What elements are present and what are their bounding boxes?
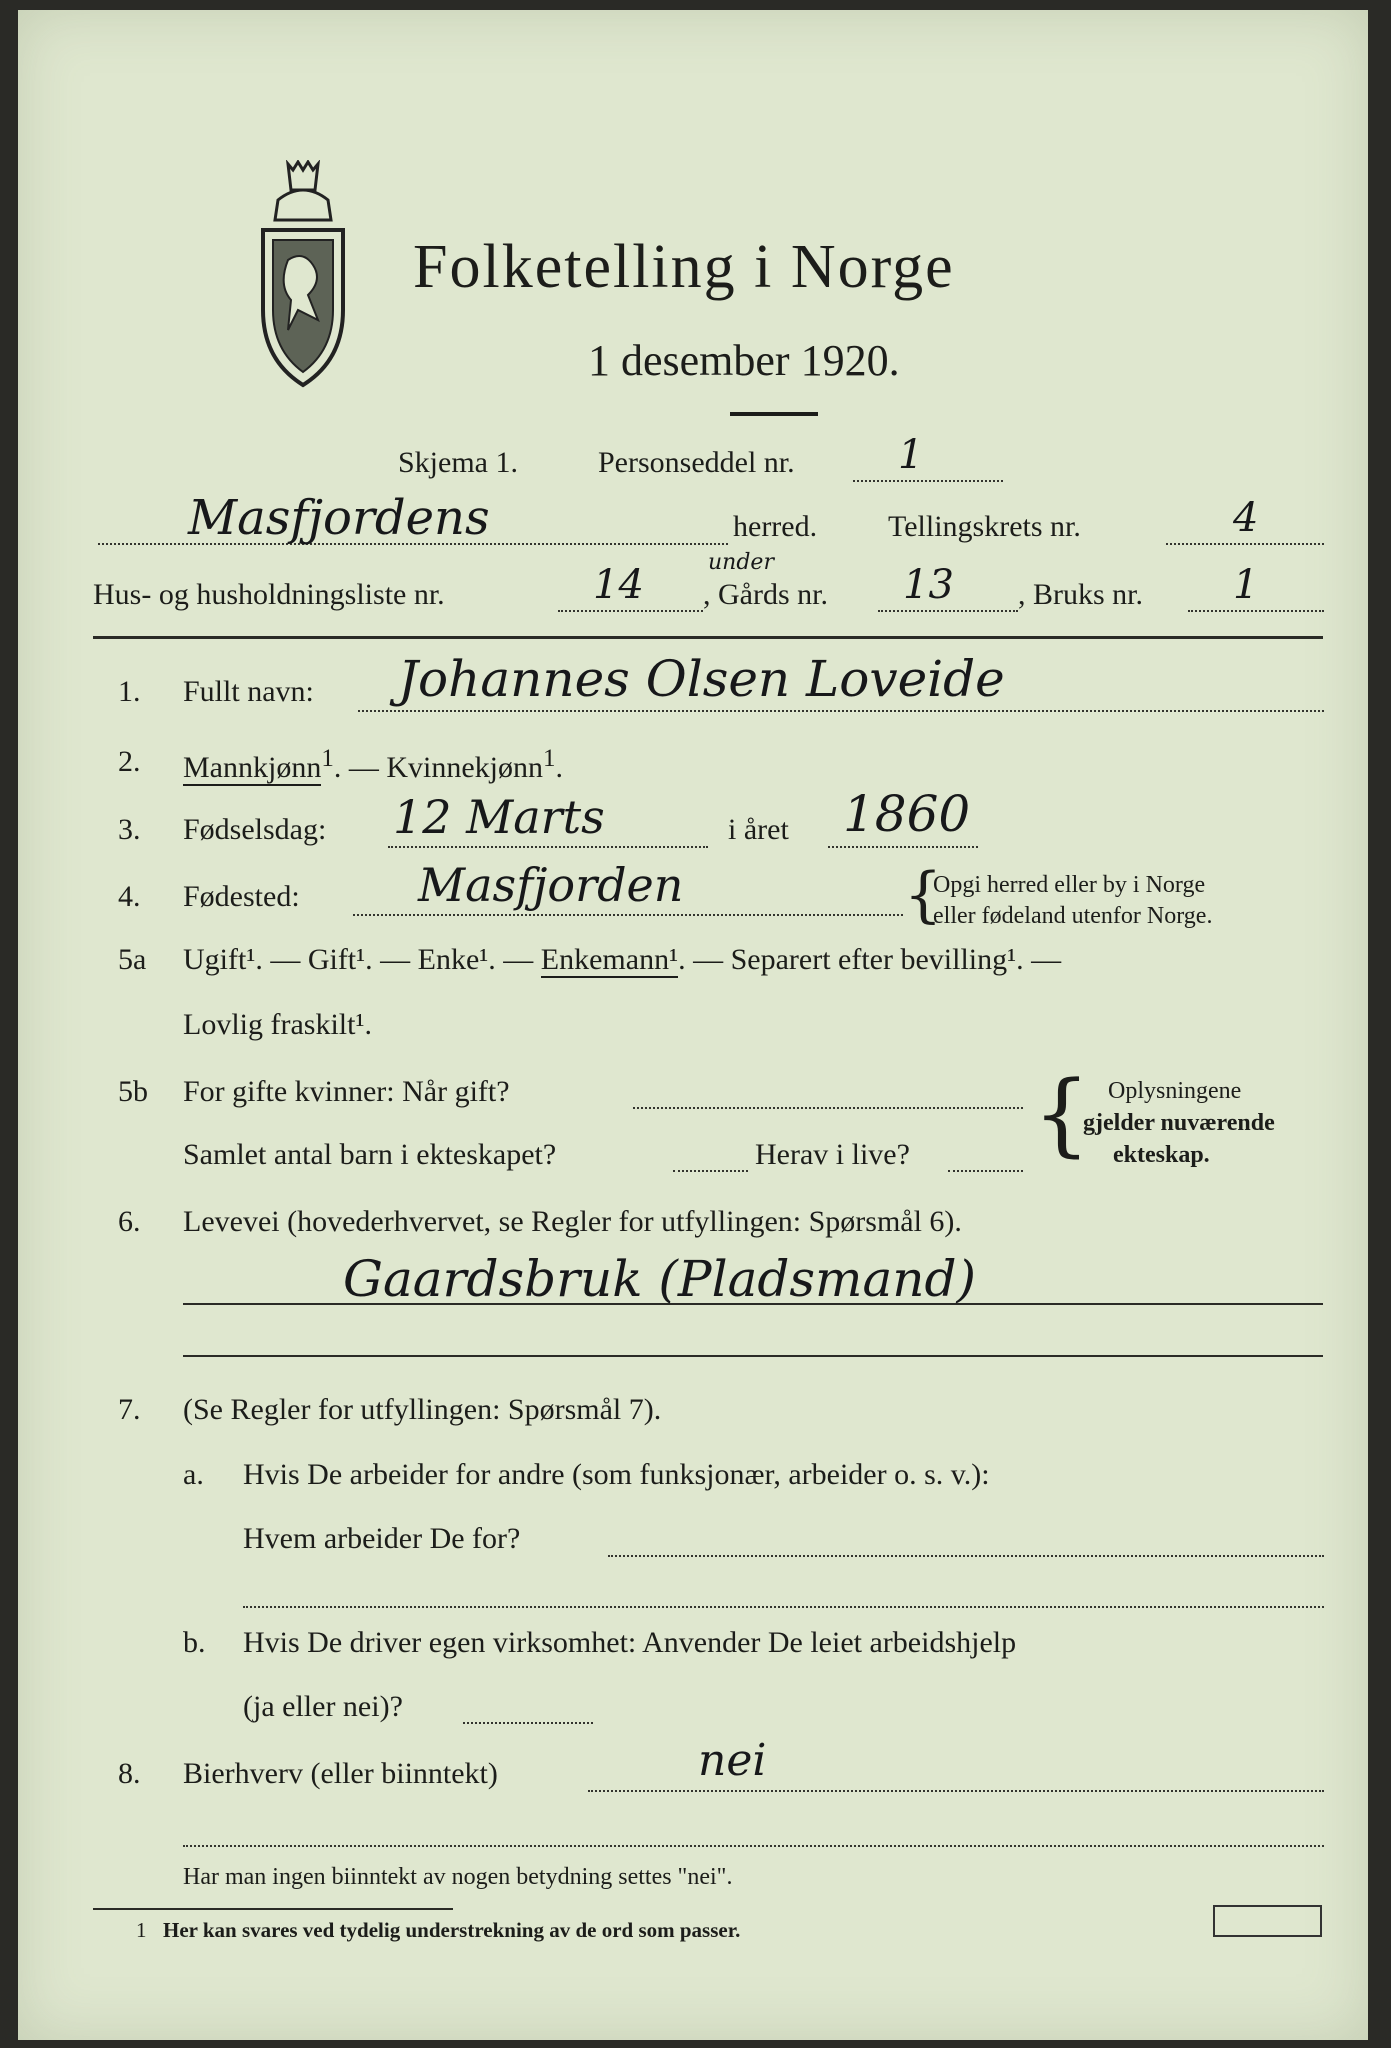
q7a-line1: Hvis De arbeider for andre (som funksjonær, arbeider o. s. v.): — [243, 1458, 990, 1491]
q3-value[interactable]: 12 Marts — [393, 790, 605, 844]
nei-note: Har man ingen biinntekt av nogen betydning settes "nei". — [183, 1864, 733, 1890]
q4-field-line — [353, 914, 903, 916]
q5b-note1: Oplysningene — [1108, 1078, 1242, 1104]
q7b-line2: (ja eller nei)? — [243, 1690, 403, 1723]
q5a-options — [183, 943, 1061, 977]
q8-field-line — [588, 1790, 1324, 1792]
q3-year-label: i året — [728, 813, 789, 846]
form-date: 1 desember 1920. — [588, 336, 900, 385]
q5a-line1-rest[interactable]: . — Separert efter bevilling¹. — — [678, 943, 1062, 976]
q1-value[interactable]: Johannes Olsen Loveide — [398, 650, 1005, 708]
q2-female-footnote-mark: 1 — [542, 745, 556, 772]
q5b-when-field-line — [633, 1107, 1023, 1109]
q2-male-option[interactable]: Mannkjønn — [183, 751, 322, 784]
footnote-number: 1 — [136, 1918, 147, 1942]
q2-options — [183, 745, 563, 785]
q1-field-line — [358, 710, 1324, 712]
skjema-label: Skjema 1. — [398, 446, 518, 479]
gards-label: , Gårds nr. — [703, 578, 828, 611]
q3-number: 3. — [118, 813, 141, 846]
tellingskrets-field-line — [1166, 543, 1324, 545]
q1-number: 1. — [118, 675, 141, 708]
q8-field-line-2 — [183, 1845, 1324, 1847]
form-title: Folketelling i Norge — [413, 233, 955, 301]
coat-of-arms-icon — [243, 160, 363, 390]
q5a-line2[interactable]: Lovlig fraskilt¹. — [183, 1008, 372, 1041]
q6-number: 6. — [118, 1205, 141, 1238]
q7-number: 7. — [118, 1393, 141, 1426]
q5b-note3: ekteskap. — [1113, 1142, 1210, 1168]
q8-number: 8. — [118, 1757, 141, 1790]
q6-field-line-2 — [183, 1355, 1323, 1357]
tellingskrets-value[interactable]: 4 — [1233, 495, 1259, 541]
q3-year-value[interactable]: 1860 — [843, 785, 971, 843]
footnote-text: Her kan svares ved tydelig understrekning av de ord som passer. — [163, 1918, 741, 1942]
q6-label: Levevei (hovederhvervet, se Regler for utfyllingen: Spørsmål 6). — [183, 1205, 962, 1238]
q4-note-line2: eller fødeland utenfor Norge. — [933, 903, 1213, 929]
q4-label: Fødested: — [183, 880, 300, 913]
q8-value[interactable]: nei — [698, 1735, 767, 1786]
q4-value[interactable]: Masfjorden — [418, 858, 684, 912]
q4-number: 4. — [118, 880, 141, 913]
q2-separator: . — — [333, 751, 387, 784]
herred-label: herred. — [733, 510, 818, 543]
q8-label: Bierhverv (eller biinntekt) — [183, 1757, 498, 1790]
q7-label: (Se Regler for utfyllingen: Spørsmål 7). — [183, 1393, 662, 1426]
q7b-field-line — [463, 1722, 593, 1724]
gards-value[interactable]: 13 — [903, 562, 954, 608]
personseddel-field-line — [853, 480, 1003, 482]
q3-label: Fødselsdag: — [183, 813, 327, 846]
q7a-field-line-2 — [243, 1606, 1324, 1608]
q5a-line1[interactable]: Ugift¹. — Gift¹. — Enke¹. — — [183, 943, 541, 976]
q5b-alive-field-line — [948, 1170, 1023, 1172]
q5a-enkemann-option[interactable]: Enkemann¹ — [540, 943, 679, 976]
q5b-line2b: Herav i live? — [755, 1138, 910, 1171]
q3-field-line — [388, 846, 708, 848]
census-form-page — [18, 10, 1368, 2040]
gards-field-line — [878, 610, 1018, 612]
footnote-rule — [93, 1908, 453, 1910]
q2-male-footnote-mark: 1 — [321, 745, 334, 772]
q6-value[interactable]: Gaardsbruk (Pladsmand) — [343, 1250, 976, 1308]
hus-field-line — [558, 610, 703, 612]
hus-value[interactable]: 14 — [593, 562, 644, 608]
q5b-children-field-line — [673, 1170, 748, 1172]
q5b-note2: gjelder nuværende — [1083, 1110, 1275, 1136]
q7b-line1: Hvis De driver egen virksomhet: Anvender De leiet arbeidshjelp — [243, 1626, 1017, 1659]
q2-number: 2. — [118, 745, 141, 778]
q5b-line1: For gifte kvinner: Når gift? — [183, 1075, 510, 1108]
q4-note-line1: Opgi herred eller by i Norge — [933, 872, 1206, 898]
q7a-number: a. — [183, 1458, 204, 1491]
q5b-number: 5b — [118, 1075, 148, 1108]
q7b-number: b. — [183, 1626, 206, 1659]
q4-note-brace: { — [904, 860, 943, 930]
bruks-label: , Bruks nr. — [1018, 578, 1144, 611]
q7a-field-line — [608, 1555, 1324, 1557]
hus-label: Hus- og husholdningsliste nr. — [93, 578, 445, 611]
q2-end: . — [555, 751, 563, 784]
title-rule — [730, 412, 818, 416]
bruks-value[interactable]: 1 — [1233, 562, 1259, 608]
printer-stamp — [1213, 1905, 1322, 1937]
herred-value[interactable]: Masfjordens — [188, 490, 490, 546]
q5a-number: 5a — [118, 943, 147, 976]
q3-year-field-line — [828, 846, 978, 848]
under-note: under — [708, 550, 774, 575]
q5b-line2a: Samlet antal barn i ekteskapet? — [183, 1138, 557, 1171]
q7a-line2: Hvem arbeider De for? — [243, 1522, 521, 1555]
personseddel-label: Personseddel nr. — [598, 446, 795, 479]
section-divider — [93, 636, 1323, 639]
tellingskrets-label: Tellingskrets nr. — [888, 510, 1081, 543]
q2-female-option[interactable]: Kvinnekjønn — [386, 751, 543, 784]
q1-label: Fullt navn: — [183, 675, 314, 708]
q5b-note-brace: { — [1033, 1062, 1091, 1167]
personseddel-value[interactable]: 1 — [898, 432, 924, 478]
bruks-field-line — [1188, 610, 1324, 612]
